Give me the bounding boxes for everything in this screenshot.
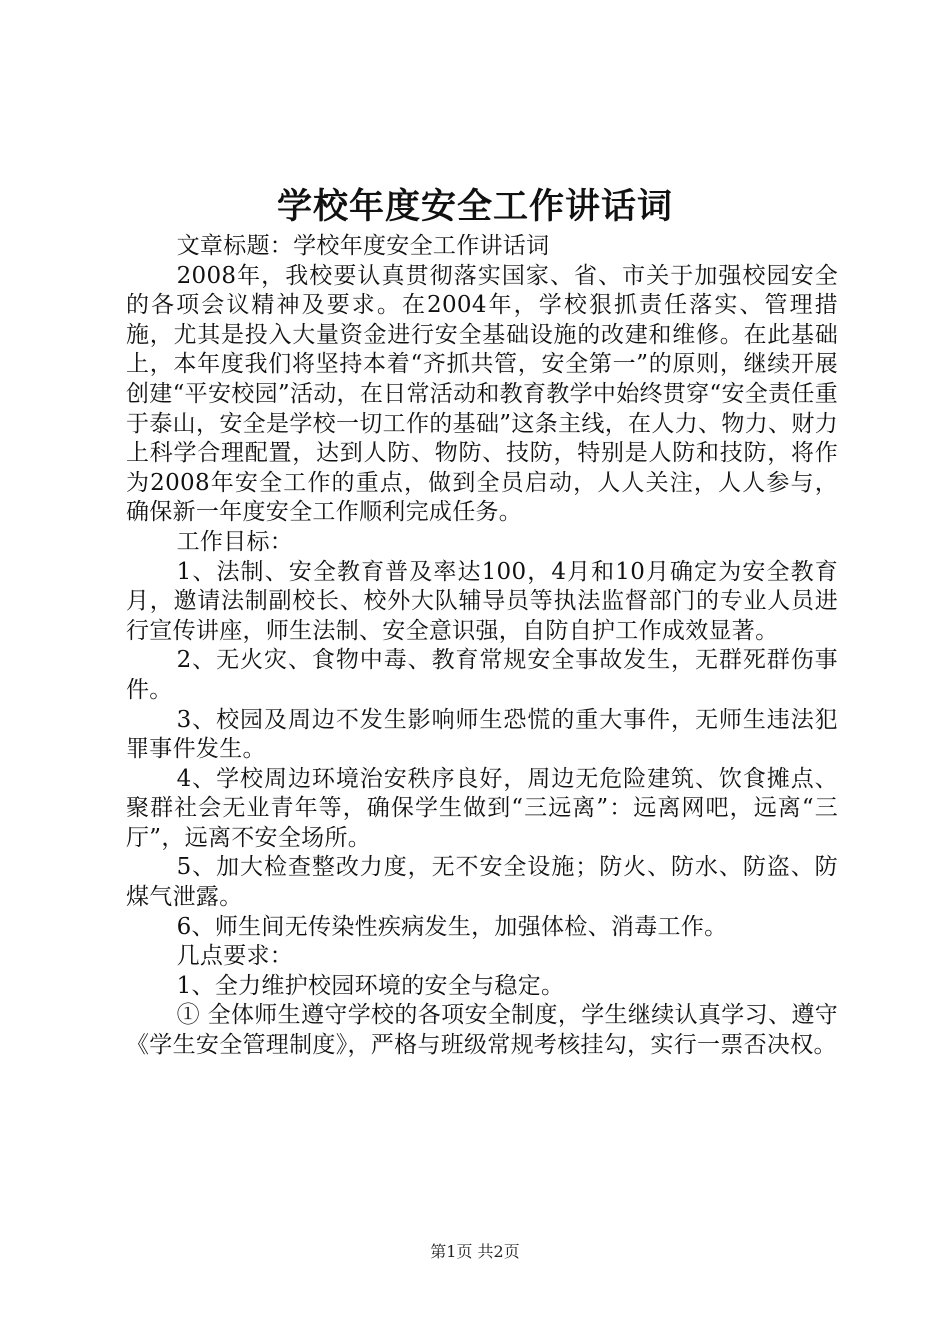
document-title: 学校年度安全工作讲话词	[276, 186, 673, 227]
document-body	[126, 232, 838, 1061]
goal-item-2: 2、无火灾、食物中毒、教育常规安全事故发生，无群死群伤事件。	[126, 647, 838, 703]
heading-requirements: 几点要求：	[176, 943, 294, 970]
heading-work-goals: 工作目标：	[176, 528, 294, 555]
goal-item-3: 3、校园及周边不发生影响师生恐慌的重大事件，无师生违法犯罪事件发生。	[126, 706, 838, 763]
goal-item-4: 4、学校周边环境治安秩序良好，周边无危险建筑、饮食摊点、聚群社会无业青年等，确保学生做到“三远离”：远离网吧，远离“三厅”，远离不安全场所。	[126, 765, 838, 851]
goal-item-6: 6、师生间无传染性疾病发生，加强体检、消毒工作。	[176, 913, 728, 940]
requirement-subitem-1: ① 全体师生遵守学校的各项安全制度，学生继续认真学习、遵守《学生安全管理制度》，严格与班级常规考核挂勾，实行一票否决权。	[126, 1002, 838, 1059]
page-footer: 第1页 共2页	[430, 1242, 520, 1261]
paragraph-intro: 2008年，我校要认真贯彻落实国家、省、市关于加强校园安全的各项会议精神及要求。在2004年，学校狠抓责任落实、管理措施，尤其是投入大量资金进行安全基础设施的改建和维修。在此基础上，本年度我们将坚持本着“齐抓共管，安全第一”的原则，继续开展创建“平安校园”活动，在日常活动和教育教学中始终贯穿“安全责任重于泰山，安全是学校一切工作的基础”这条主线，在人力、物力、财力上科学合理配置，达到人防、物防、技防，特别是人防和技防，将作为2008年安全工作的重点，做到全员启动，人人关注，人人参与，确保新一年度安全工作顺利完成任务。	[126, 262, 838, 526]
requirement-item-1: 1、全力维护校园环境的安全与稳定。	[176, 972, 565, 999]
goal-item-5: 5、加大检查整改力度，无不安全设施；防火、防水、防盗、防煤气泄露。	[126, 854, 838, 911]
paragraph-article-title: 文章标题：学校年度安全工作讲话词	[176, 233, 550, 259]
goal-item-1: 1、法制、安全教育普及率达100，4月和10月确定为安全教育月，邀请法制副校长、校外大队辅导员等执法监督部门的专业人员进行宣传讲座，师生法制、安全意识强，自防自护工作成效显著。	[126, 558, 838, 644]
